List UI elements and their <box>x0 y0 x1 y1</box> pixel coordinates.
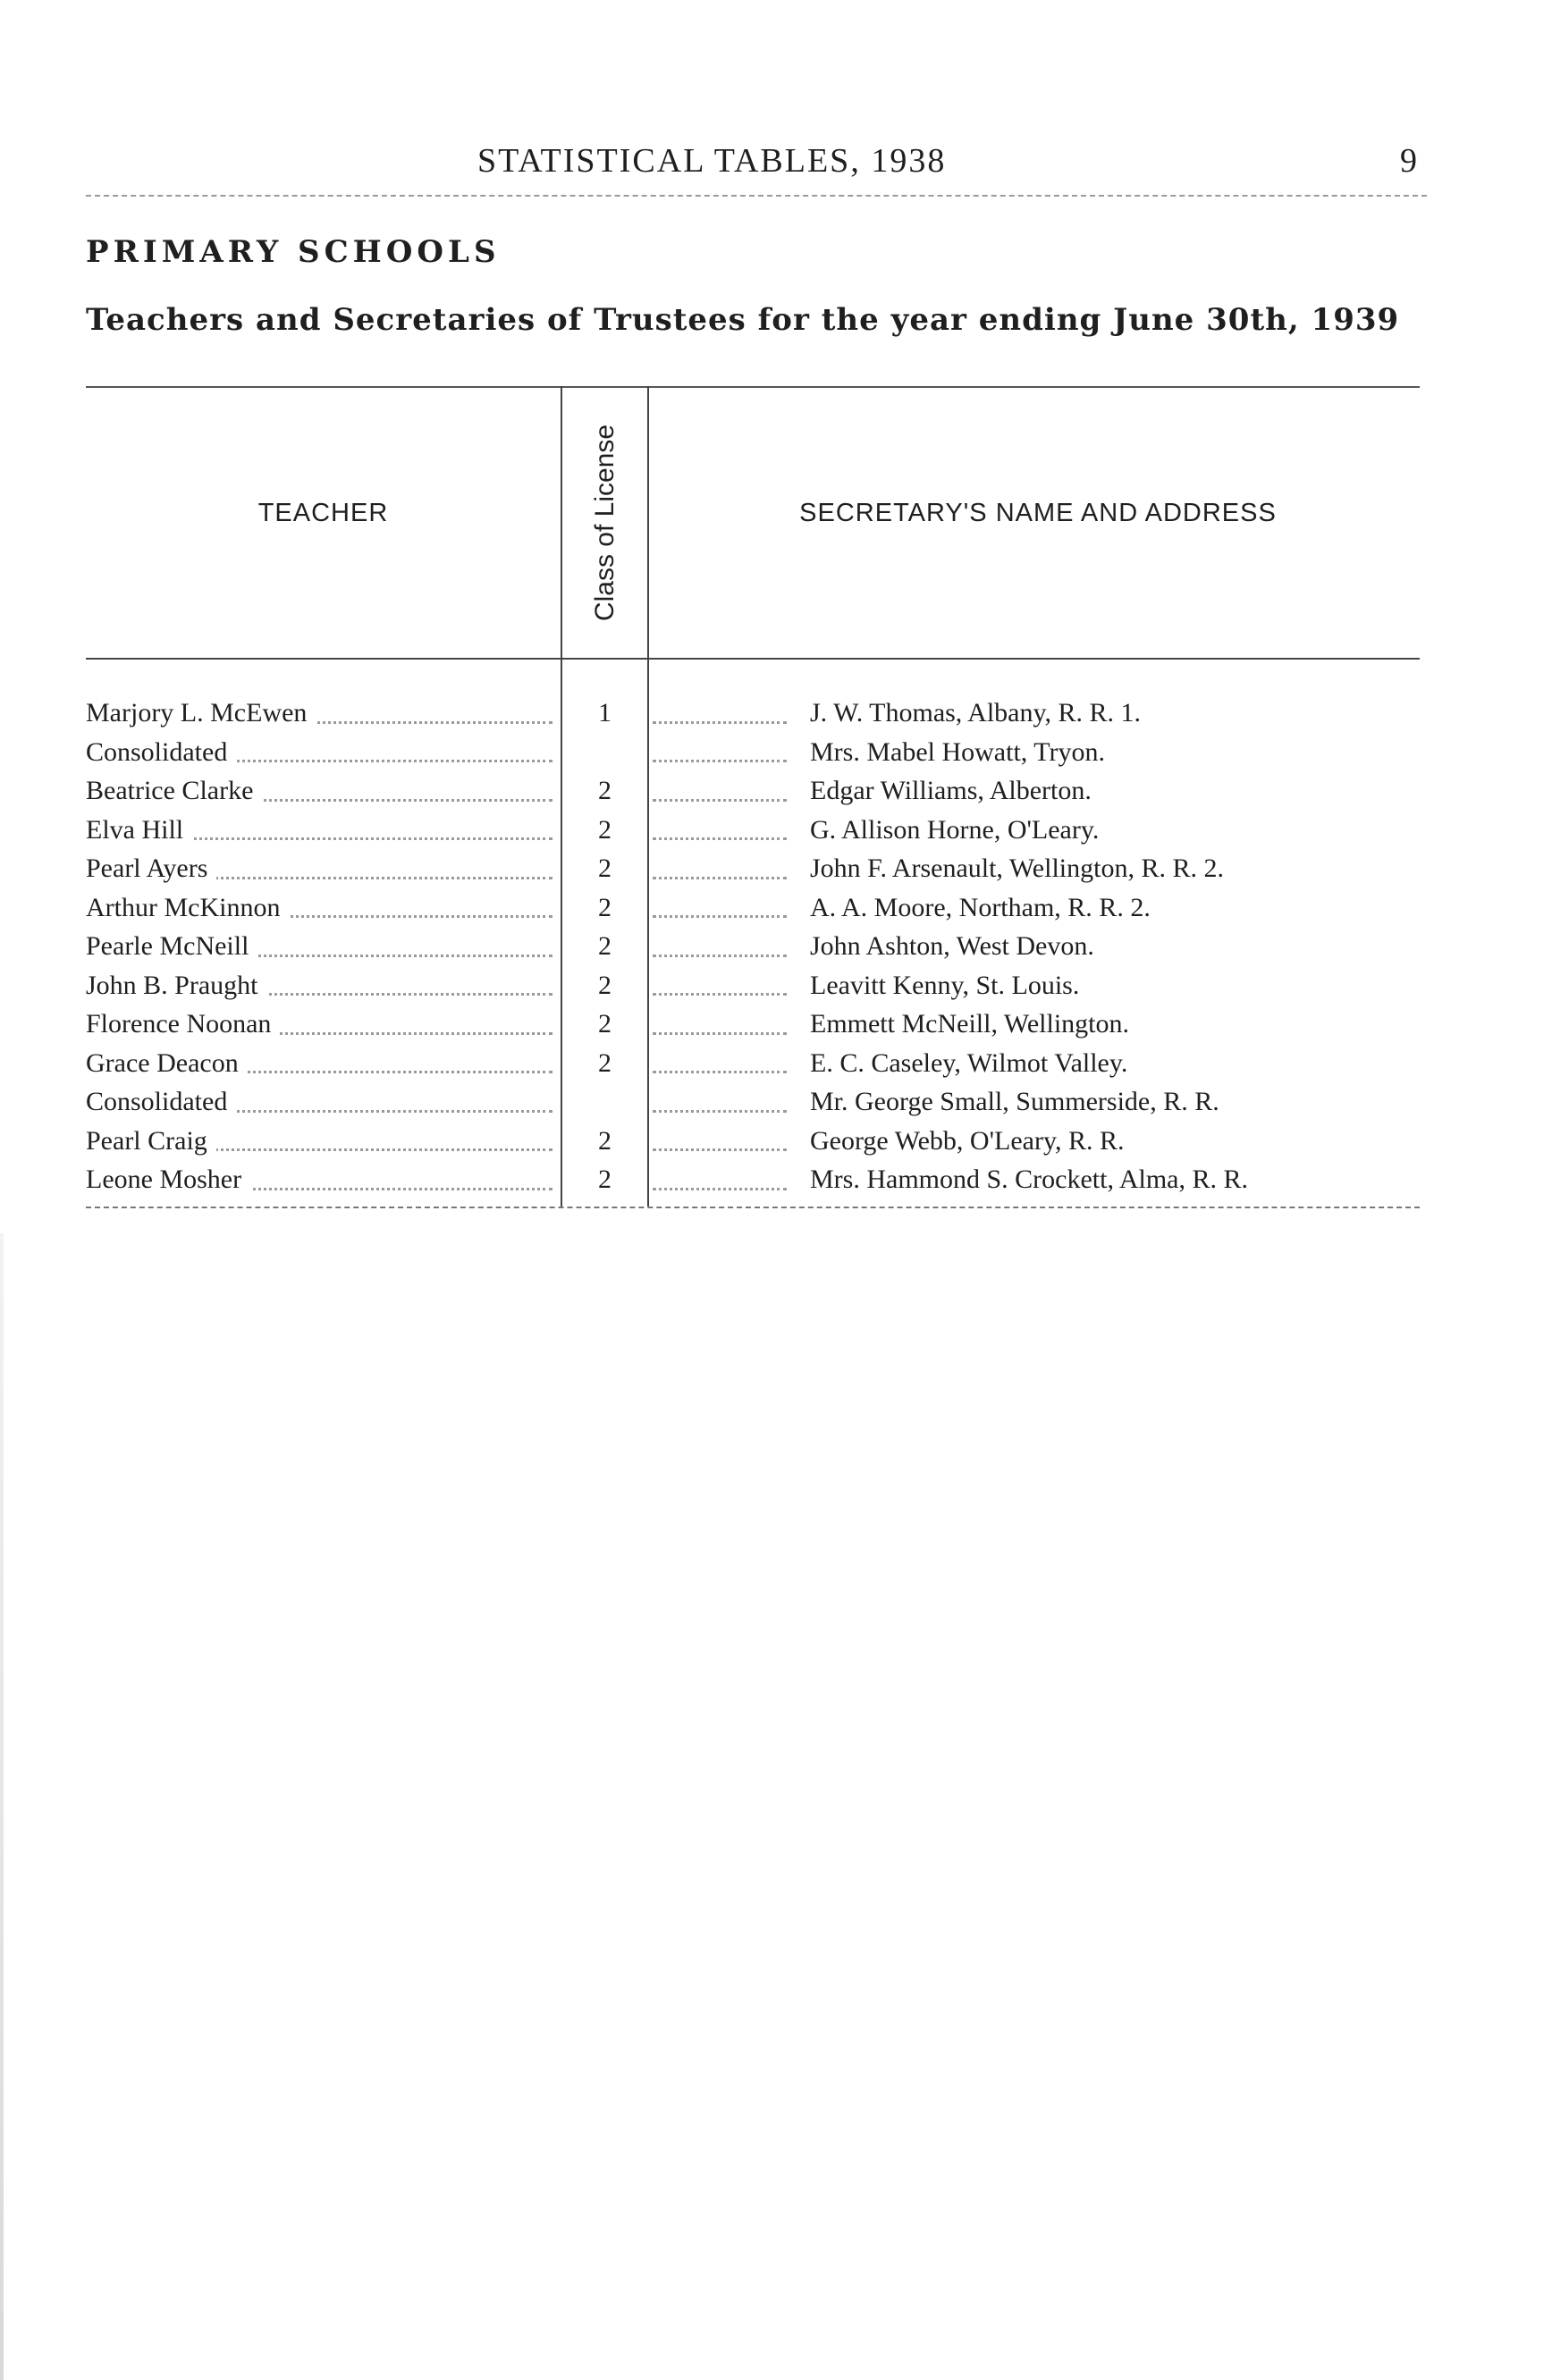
teacher-cell <box>86 694 552 733</box>
secretary-name-address: J. W. Thomas, Albany, R. R. 1. <box>810 698 1142 727</box>
teacher-cell <box>86 966 552 1005</box>
page-edge-shadow <box>0 1233 4 2380</box>
teacher-name: Arthur McKinnon <box>86 893 289 922</box>
secretary-cell <box>653 811 1430 850</box>
page-number: 9 <box>1400 142 1417 180</box>
secretary-name-address: E. C. Caseley, Wilmot Valley. <box>810 1047 1128 1078</box>
dot-leader-wrapper <box>653 811 796 850</box>
dot-leader <box>653 1188 787 1190</box>
dot-leader <box>653 1032 787 1035</box>
teacher-cell <box>86 771 552 811</box>
dot-leader-wrapper <box>653 694 796 733</box>
teacher-cell <box>86 1082 552 1122</box>
table-row <box>0 811 1552 850</box>
teacher-cell <box>86 888 552 928</box>
teacher-cell <box>86 927 552 966</box>
class-of-license-cell <box>562 1082 647 1122</box>
teacher-cell <box>86 811 552 850</box>
table-top-rule <box>86 386 1420 388</box>
class-of-license-cell: 2 <box>598 776 612 805</box>
secretary-cell <box>653 888 1430 928</box>
teacher-name: Pearl Craig <box>86 1126 216 1156</box>
column-header-class-label: Class of License <box>589 424 620 622</box>
secretary-cell <box>653 1005 1430 1044</box>
teacher-name: Grace Deacon <box>86 1048 248 1078</box>
table-bottom-rule <box>86 1207 1420 1208</box>
class-of-license-cell: 2 <box>598 892 612 922</box>
secretary-name-address: Mrs. Mabel Howatt, Tryon. <box>810 736 1106 767</box>
table-row <box>0 1005 1552 1044</box>
secretary-name-address: A. A. Moore, Northam, R. R. 2. <box>810 892 1151 922</box>
dot-leader-wrapper <box>653 1082 796 1122</box>
secretary-cell <box>653 1122 1430 1161</box>
table-row <box>0 1160 1552 1199</box>
class-of-license-cell: 2 <box>598 854 612 883</box>
dot-leader <box>653 877 787 879</box>
teacher-name: Pearle McNeill <box>86 931 257 961</box>
secretary-name-address: Mrs. Hammond S. Crockett, Alma, R. R. <box>810 1165 1248 1194</box>
class-of-license-cell <box>562 733 647 772</box>
secretary-cell <box>653 927 1430 966</box>
secretary-cell <box>653 966 1430 1005</box>
dot-leader-wrapper <box>653 771 796 811</box>
teacher-name: Consolidated <box>86 737 236 767</box>
column-header-teacher: TEACHER <box>257 499 389 527</box>
dot-leader <box>653 915 787 918</box>
teacher-name: John B. Praught <box>86 971 267 1000</box>
column-header-class-of-license <box>562 393 647 652</box>
teacher-name: Elva Hill <box>86 815 192 845</box>
secretary-cell <box>653 771 1430 811</box>
teacher-name: Pearl Ayers <box>86 854 216 883</box>
teacher-cell <box>86 1005 552 1044</box>
class-of-license-cell: 2 <box>598 1009 612 1039</box>
table-body <box>0 694 1552 1199</box>
secretary-name-address: George Webb, O'Leary, R. R. <box>810 1125 1125 1156</box>
dot-leader-wrapper <box>653 1160 796 1199</box>
teacher-name: Florence Noonan <box>86 1009 280 1039</box>
column-header-secretary: SECRETARY'S NAME AND ADDRESS <box>799 499 1277 527</box>
table-row <box>0 888 1552 928</box>
table-row <box>0 694 1552 733</box>
dot-leader-wrapper <box>653 927 796 966</box>
dot-leader-wrapper <box>653 1122 796 1161</box>
dot-leader-wrapper <box>653 966 796 1005</box>
dot-leader-wrapper <box>653 888 796 928</box>
dot-leader-wrapper <box>653 733 796 772</box>
table-row <box>0 1122 1552 1161</box>
teacher-name: Marjory L. McEwen <box>86 698 316 727</box>
secretary-name-address: Mr. George Small, Summerside, R. R. <box>810 1087 1219 1116</box>
table-row <box>0 849 1552 888</box>
dot-leader-wrapper <box>653 849 796 888</box>
dot-leader <box>653 760 787 762</box>
table-row <box>0 927 1552 966</box>
section-subtitle: Teachers and Secretaries of Trustees for the year ending June 30th, 1939 <box>86 302 1400 338</box>
dot-leader-wrapper <box>653 1005 796 1044</box>
secretary-cell <box>653 1160 1430 1199</box>
secretary-name-address: Leavitt Kenny, St. Louis. <box>810 970 1080 1000</box>
secretary-name-address: John F. Arsenault, Wellington, R. R. 2. <box>810 854 1224 883</box>
running-title: STATISTICAL TABLES, 1938 <box>477 142 947 180</box>
dot-leader <box>653 837 787 840</box>
dot-leader-wrapper <box>653 1044 796 1083</box>
table-row <box>0 1044 1552 1083</box>
secretary-cell <box>653 849 1430 888</box>
dot-leader <box>653 1071 787 1073</box>
table-row <box>0 771 1552 811</box>
class-of-license-cell: 2 <box>598 1047 612 1078</box>
dot-leader <box>653 1148 787 1151</box>
teacher-cell <box>86 1122 552 1161</box>
class-of-license-cell: 2 <box>598 931 612 961</box>
class-of-license-cell: 2 <box>598 1165 612 1194</box>
section-title: PRIMARY SCHOOLS <box>86 234 501 270</box>
teacher-name: Leone Mosher <box>86 1165 250 1194</box>
class-of-license-cell: 2 <box>598 970 612 1000</box>
class-of-license-cell: 1 <box>598 698 612 727</box>
class-of-license-cell: 2 <box>598 814 612 845</box>
dot-leader <box>653 1110 787 1113</box>
secretary-name-address: John Ashton, West Devon. <box>810 931 1094 961</box>
secretary-name-address: G. Allison Horne, O'Leary. <box>810 814 1100 845</box>
table-row <box>0 733 1552 772</box>
secretary-name-address: Edgar Williams, Alberton. <box>810 776 1092 805</box>
table-row <box>0 966 1552 1005</box>
secretary-cell <box>653 733 1430 772</box>
running-head <box>0 141 1552 186</box>
secretary-cell <box>653 1082 1430 1122</box>
secretary-cell <box>653 694 1430 733</box>
table-row <box>0 1082 1552 1122</box>
dot-leader <box>653 799 787 802</box>
header-bottom-rule <box>86 658 1420 660</box>
dot-leader <box>653 955 787 957</box>
teacher-cell <box>86 849 552 888</box>
teacher-cell <box>86 1160 552 1199</box>
secretary-cell <box>653 1044 1430 1083</box>
secretary-name-address: Emmett McNeill, Wellington. <box>810 1009 1129 1039</box>
teacher-name: Consolidated <box>86 1087 236 1116</box>
dot-leader <box>653 721 787 724</box>
class-of-license-cell: 2 <box>598 1125 612 1156</box>
teacher-cell <box>86 1044 552 1083</box>
header-rule <box>86 195 1427 197</box>
teacher-name: Beatrice Clarke <box>86 776 262 805</box>
teacher-cell <box>86 733 552 772</box>
dot-leader <box>653 993 787 996</box>
